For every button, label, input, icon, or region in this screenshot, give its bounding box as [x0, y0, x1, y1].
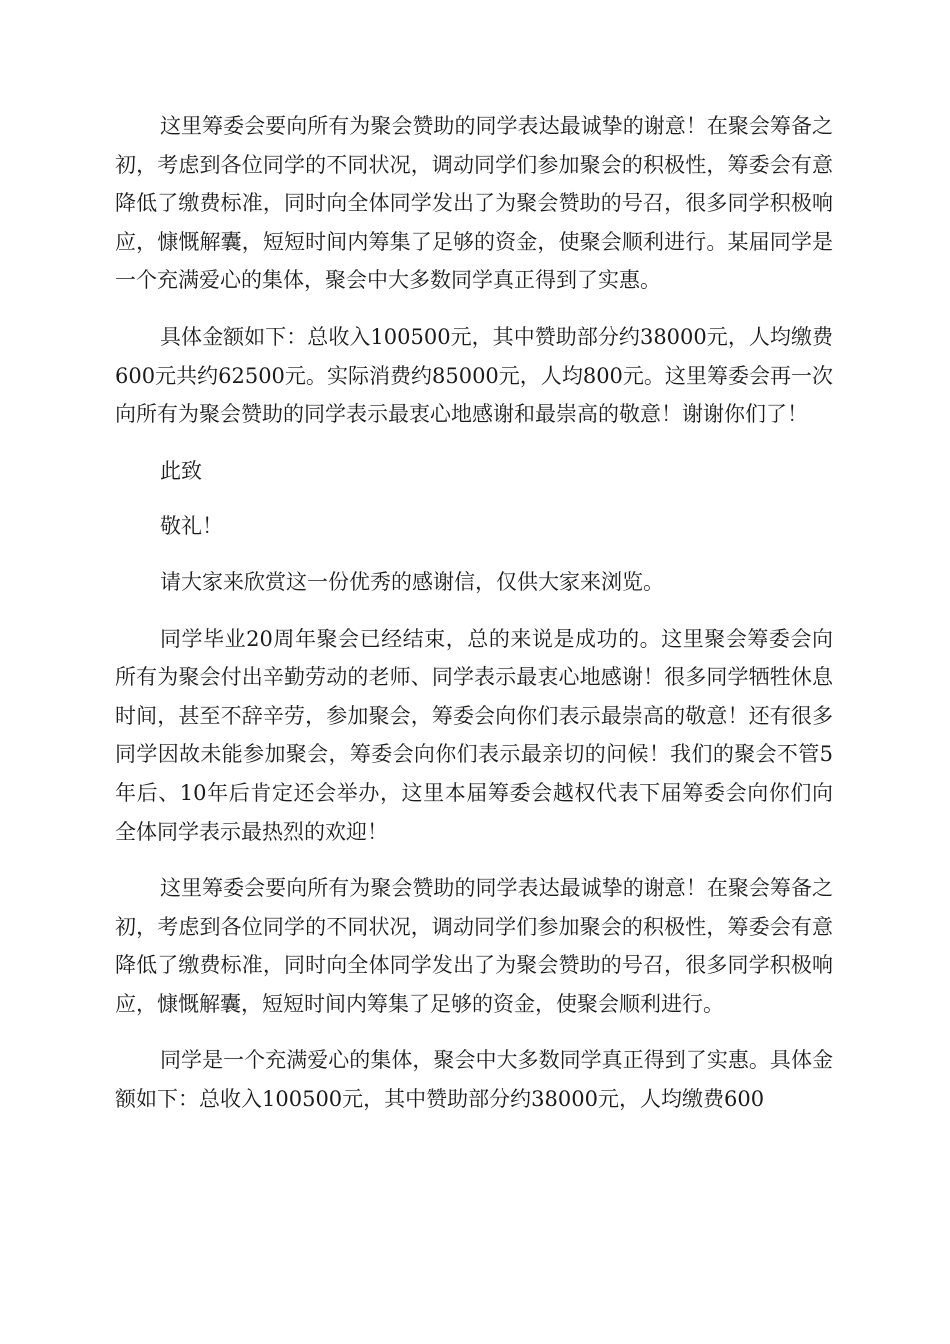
paragraph-amount-details-repeat: 同学是一个充满爱心的集体，聚会中大多数同学真正得到了实惠。具体金额如下：总收入100500元，其中赞助部分约38000元，人均缴费600 — [115, 1048, 833, 1112]
paragraph-amount-details: 具体金额如下：总收入100500元，其中赞助部分约38000元，人均缴费600元共约62500元。实际消费约85000元，人均800元。这里筹委会再一次向所有为聚会赞助的同学表示最衷心地感谢和最崇高的敬意！谢谢你们了！ — [115, 324, 833, 427]
paragraph-sponsor-thanks-repeat: 这里筹委会要向所有为聚会赞助的同学表达最诚挚的谢意！在聚会筹备之初，考虑到各位同学的不同状况，调动同学们参加聚会的积极性，筹委会有意降低了缴费标准，同时向全体同学发出了为聚会赞助的号召，很多同学积极响应，慷慨解囊，短短时间内筹集了足够的资金，使聚会顺利进行。 — [115, 876, 833, 1016]
paragraph-closing-cizhi: 此致 — [160, 458, 202, 483]
paragraph-closing-jingli: 敬礼！ — [160, 514, 223, 539]
paragraph-sponsor-thanks: 这里筹委会要向所有为聚会赞助的同学表达最诚挚的谢意！在聚会筹备之初，考虑到各位同学的不同状况，调动同学们参加聚会的积极性，筹委会有意降低了缴费标准，同时向全体同学发出了为聚会赞助的号召，很多同学积极响应，慷慨解囊，短短时间内筹集了足够的资金，使聚会顺利进行。某届同学是一个充满爱心的集体，聚会中大多数同学真正得到了实惠。 — [115, 114, 833, 293]
paragraph-intro-note: 请大家来欣赏这一份优秀的感谢信，仅供大家来浏览。 — [160, 569, 664, 594]
paragraph-reunion-summary: 同学毕业20周年聚会已经结束，总的来说是成功的。这里聚会筹委会向所有为聚会付出辛勤劳动的老师、同学表示最衷心地感谢！很多同学牺牲休息时间，甚至不辞辛劳，参加聚会，筹委会向你们表示最崇高的敬意！还有很多同学因故未能参加聚会，筹委会向你们表示最亲切的问候！我们的聚会不管5年后、10年后肯定还会举办，这里本届筹委会越权代表下届筹委会向你们向全体同学表示最热烈的欢迎！ — [115, 626, 833, 844]
document-page — [115, 107, 833, 1137]
